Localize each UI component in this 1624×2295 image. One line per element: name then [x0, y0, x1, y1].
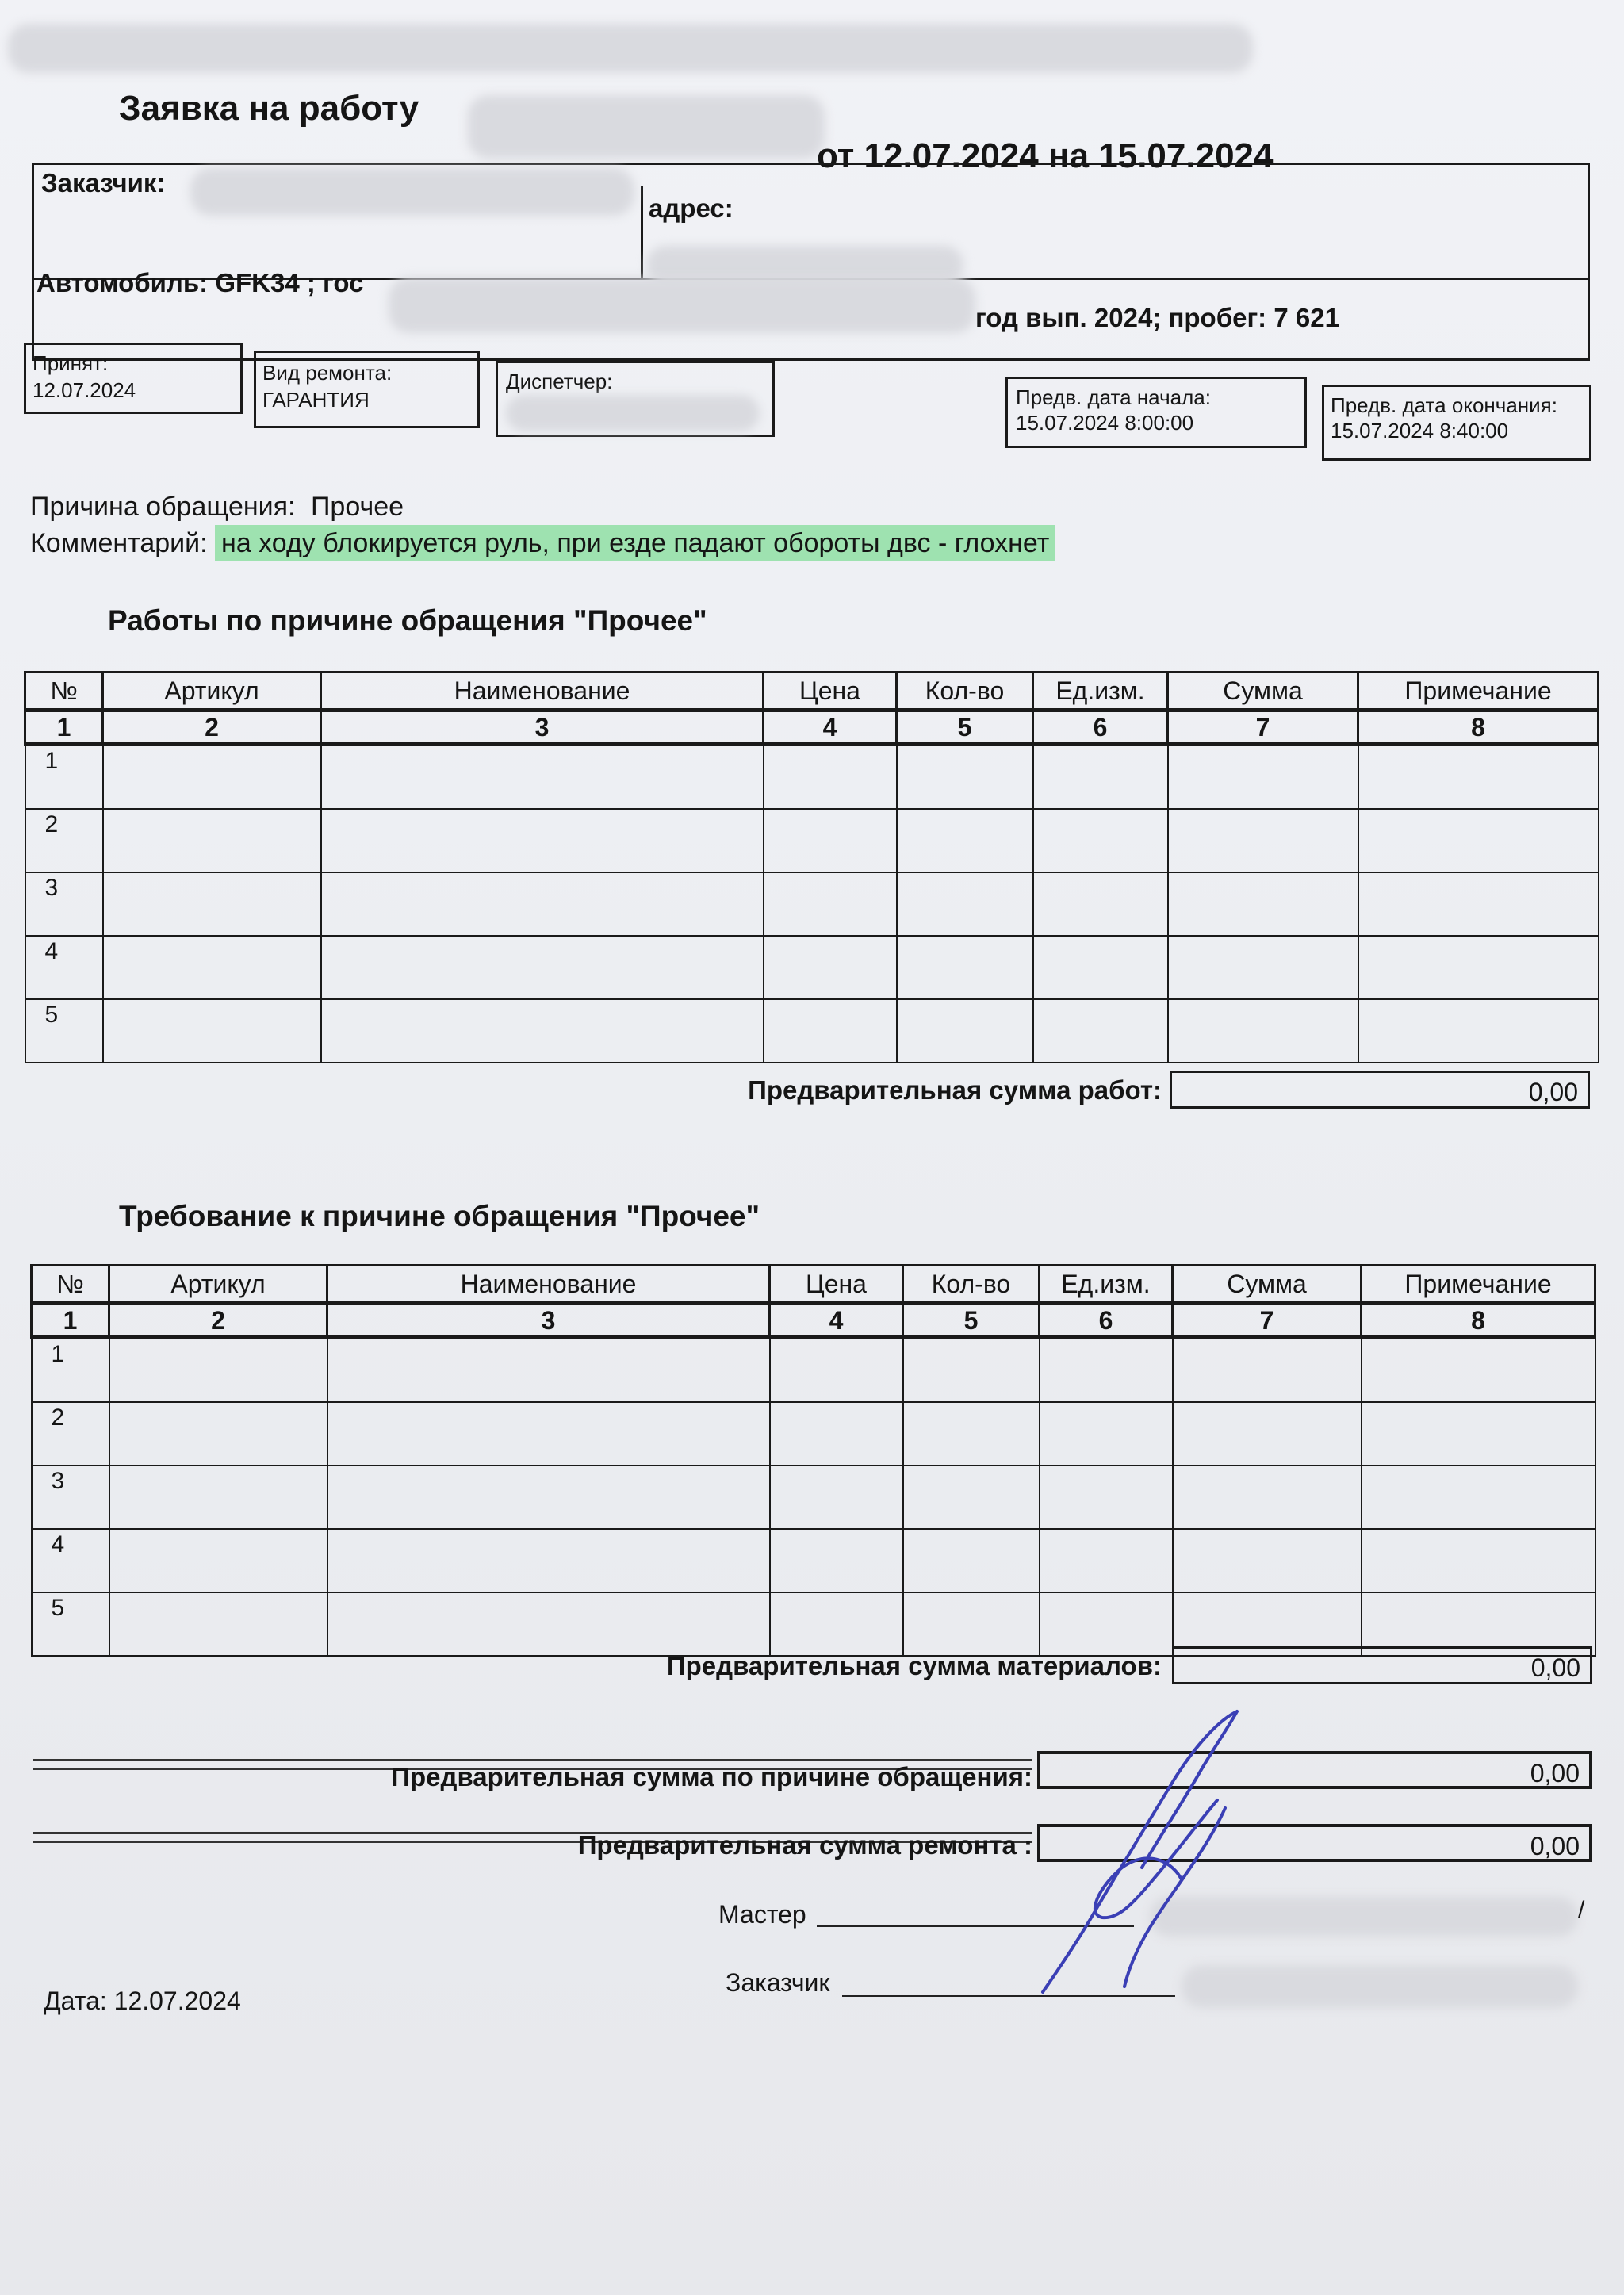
materials-total-value: 0,00	[1172, 1646, 1592, 1684]
works-col-number: №	[25, 672, 103, 711]
repair-type-box	[254, 351, 480, 428]
reason-label: Причина обращения:	[30, 492, 296, 522]
materials-total-label: Предварительная сумма материалов:	[666, 1651, 1162, 1680]
comment-label: Комментарий:	[30, 528, 208, 558]
document-title: Заявка на работу	[119, 89, 419, 128]
row-number: 5	[32, 1592, 109, 1656]
repair-type-label: Вид ремонта:	[262, 361, 393, 385]
works-col-sum: Сумма	[1168, 672, 1358, 711]
works-header-row	[25, 672, 1599, 711]
table-row	[32, 1466, 1595, 1529]
customer-address-divider	[641, 186, 643, 280]
comment-line	[30, 528, 1055, 559]
works-column-number-row	[25, 711, 1599, 745]
works-col-name: Наименование	[321, 672, 764, 711]
works-colnum: 5	[897, 711, 1033, 745]
materials-colnum: 6	[1040, 1304, 1173, 1338]
accepted-label: Принят:	[33, 351, 109, 375]
row-number: 1	[32, 1338, 109, 1403]
master-slash: /	[1578, 1897, 1585, 1923]
address-label: адрес:	[649, 193, 733, 223]
table-row	[25, 999, 1599, 1063]
reason-total-value: 0,00	[1037, 1751, 1592, 1789]
start-date-value: 15.07.2024 8:00:00	[1016, 411, 1194, 435]
redacted-top-strip	[8, 24, 1253, 73]
table-row	[32, 1338, 1595, 1403]
materials-section-title: Требование к причине обращения "Прочее"	[119, 1200, 760, 1232]
row-number: 4	[32, 1529, 109, 1592]
materials-col-sum: Сумма	[1173, 1266, 1362, 1304]
accepted-value: 12.07.2024	[33, 378, 136, 402]
end-date-label: Предв. дата окончания:	[1331, 393, 1557, 417]
materials-col-article: Артикул	[109, 1266, 327, 1304]
master-label: Мастер	[718, 1900, 806, 1929]
works-col-price: Цена	[764, 672, 897, 711]
reason-value: Прочее	[310, 492, 404, 522]
row-number: 2	[32, 1402, 109, 1466]
row-number: 5	[25, 999, 103, 1063]
materials-col-unit: Ед.изм.	[1040, 1266, 1173, 1304]
accepted-box	[24, 343, 243, 414]
dispatcher-label: Диспетчер:	[506, 370, 613, 393]
repair-total-label: Предварительная сумма ремонта :	[577, 1830, 1032, 1860]
materials-col-qty: Кол-во	[903, 1266, 1040, 1304]
materials-col-note: Примечание	[1362, 1266, 1595, 1304]
reason-line	[30, 492, 404, 523]
works-colnum: 3	[321, 711, 764, 745]
works-col-article: Артикул	[103, 672, 321, 711]
table-row	[32, 1529, 1595, 1592]
dispatcher-box	[496, 361, 775, 437]
materials-colnum: 4	[770, 1304, 903, 1338]
works-total-value: 0,00	[1170, 1071, 1590, 1109]
materials-colnum: 2	[109, 1304, 327, 1338]
materials-col-number: №	[32, 1266, 109, 1304]
row-number: 4	[25, 936, 103, 999]
table-row	[25, 872, 1599, 936]
materials-colnum: 8	[1362, 1304, 1595, 1338]
materials-colnum: 3	[327, 1304, 770, 1338]
document-date: Дата: 12.07.2024	[44, 1987, 241, 2015]
table-row	[25, 745, 1599, 810]
end-date-value: 15.07.2024 8:40:00	[1331, 419, 1509, 443]
row-number: 2	[25, 809, 103, 872]
works-col-note: Примечание	[1358, 672, 1599, 711]
row-number: 3	[25, 872, 103, 936]
materials-column-number-row	[32, 1304, 1595, 1338]
document-dates: от 12.07.2024 на 15.07.2024	[817, 136, 1274, 175]
materials-table	[30, 1264, 1596, 1657]
materials-col-price: Цена	[770, 1266, 903, 1304]
redacted-dispatcher	[506, 395, 760, 431]
works-section-title: Работы по причине обращения "Прочее"	[108, 604, 707, 637]
materials-col-name: Наименование	[327, 1266, 770, 1304]
works-colnum: 1	[25, 711, 103, 745]
works-colnum: 7	[1168, 711, 1358, 745]
reason-total-label: Предварительная сумма по причине обращения:	[391, 1762, 1032, 1791]
customer-sign-label: Заказчик	[726, 1968, 830, 1997]
repair-type-value: ГАРАНТИЯ	[262, 388, 370, 412]
works-col-unit: Ед.изм.	[1033, 672, 1168, 711]
table-row	[25, 936, 1599, 999]
materials-colnum: 5	[903, 1304, 1040, 1338]
works-colnum: 8	[1358, 711, 1599, 745]
works-colnum: 4	[764, 711, 897, 745]
redacted-order-number	[468, 95, 825, 159]
car-details: год вып. 2024; пробег: 7 621	[975, 303, 1339, 332]
redacted-plate	[389, 278, 975, 333]
materials-colnum: 7	[1173, 1304, 1362, 1338]
table-row	[32, 1402, 1595, 1466]
materials-colnum: 1	[32, 1304, 109, 1338]
row-number: 1	[25, 745, 103, 810]
works-total-label: Предварительная сумма работ:	[748, 1075, 1162, 1105]
works-colnum: 2	[103, 711, 321, 745]
row-number: 3	[32, 1466, 109, 1529]
materials-header-row	[32, 1266, 1595, 1304]
car-label: Автомобиль: GFK34 ; гос	[36, 268, 364, 297]
works-col-qty: Кол-во	[897, 672, 1033, 711]
table-row	[25, 809, 1599, 872]
customer-label: Заказчик:	[41, 168, 166, 197]
end-date-box	[1322, 385, 1591, 461]
redacted-customer-name	[190, 168, 634, 216]
handwritten-signature	[1023, 1705, 1277, 1998]
repair-total-value: 0,00	[1037, 1824, 1592, 1862]
works-table	[24, 671, 1599, 1063]
comment-value: на ходу блокируется руль, при езде падают обороты двс - глохнет	[215, 525, 1055, 561]
works-colnum: 6	[1033, 711, 1168, 745]
start-date-box	[1005, 377, 1307, 448]
start-date-label: Предв. дата начала:	[1016, 385, 1211, 409]
